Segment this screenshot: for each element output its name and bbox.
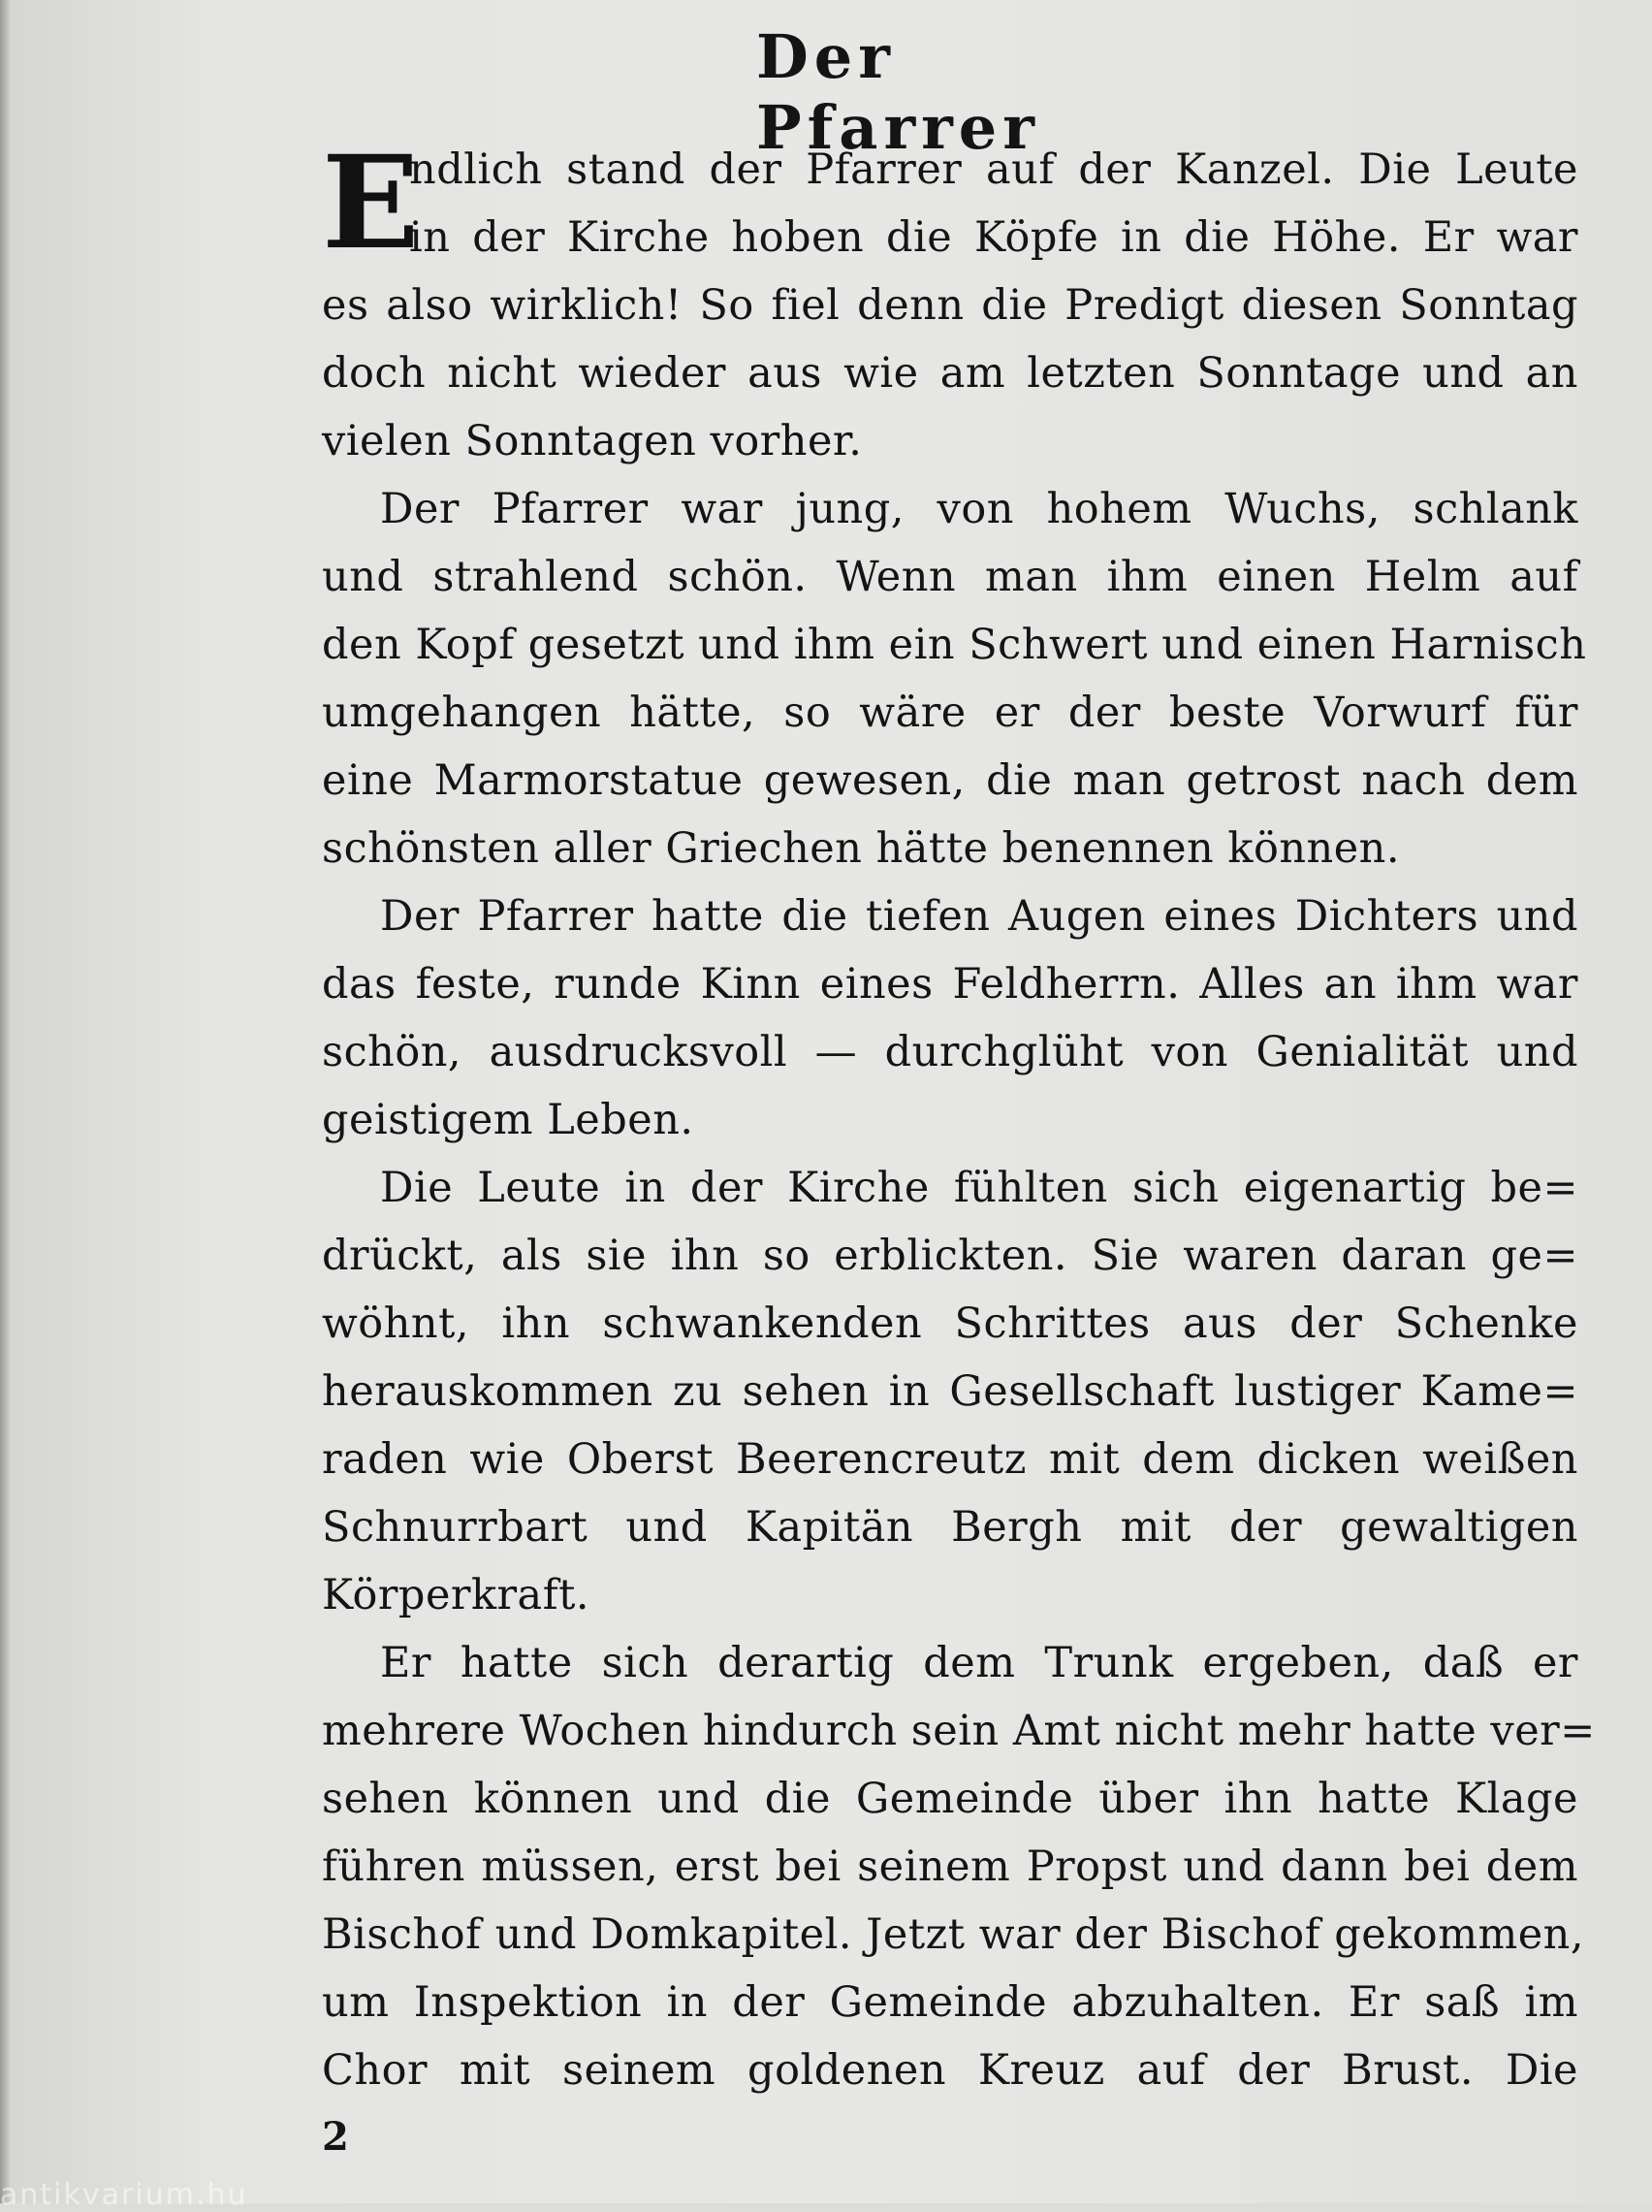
text-line: es also wirklich! So fiel denn die Predigt diesen Sonntag: [322, 281, 1578, 330]
chapter-title: Der Pfarrer: [756, 21, 1040, 163]
page-binding-edge: [0, 0, 10, 2203]
text-line: Der Pfarrer hatte die tiefen Augen eines Dichters und: [380, 892, 1578, 941]
text-line: vielen Sonntagen vorher.: [322, 417, 863, 465]
text-line: den Kopf gesetzt und ihm ein Schwert und einen Harnisch: [322, 621, 1587, 669]
text-line: sehen können und die Gemeinde über ihn hatte Klage: [322, 1775, 1578, 1823]
text-line: führen müssen, erst bei seinem Propst und dann bei dem: [322, 1843, 1578, 1891]
body-text: [322, 128, 1596, 2104]
text-line: eine Marmorstatue gewesen, die man getrost nach dem: [322, 756, 1578, 805]
page-number: 2: [322, 2114, 349, 2160]
text-line: schön, ausdrucksvoll — durchglüht von Genialität und: [322, 1028, 1578, 1076]
text-line: drückt, als sie ihn so erblickten. Sie waren daran ge=: [322, 1232, 1578, 1280]
text-line: Bischof und Domkapitel. Jetzt war der Bischof gekommen,: [322, 1910, 1585, 1959]
text-line: um Inspektion in der Gemeinde abzuhalten. Er saß im: [322, 1978, 1578, 2027]
text-line: das feste, runde Kinn eines Feldherrn. Alles an ihm war: [322, 960, 1578, 1009]
text-line: herauskommen zu sehen in Gesellschaft lustiger Kame=: [322, 1367, 1578, 1416]
text-line: Chor mit seinem goldenen Kreuz auf der Brust. Die: [322, 2046, 1578, 2095]
text-line: doch nicht wieder aus wie am letzten Sonntage und an: [322, 349, 1578, 398]
text-line: wöhnt, ihn schwankenden Schrittes aus der Schenke: [322, 1299, 1578, 1348]
text-line: Körperkraft.: [322, 1571, 590, 1619]
watermark-text: antikvarium.hu: [0, 2178, 248, 2212]
text-line: mehrere Wochen hindurch sein Amt nicht mehr hatte ver=: [322, 1707, 1596, 1755]
text-line: schönsten aller Griechen hätte benennen können.: [322, 824, 1401, 873]
text-line: Er hatte sich derartig dem Trunk ergeben, daß er: [380, 1639, 1578, 1687]
text-line: Schnurrbart und Kapitän Bergh mit der gewaltigen: [322, 1503, 1578, 1552]
text-line: raden wie Oberst Beerencreutz mit dem dicken weißen: [322, 1435, 1578, 1484]
text-line: ndlich stand der Pfarrer auf der Kanzel. Die Leute: [409, 145, 1578, 194]
text-line: und strahlend schön. Wenn man ihm einen Helm auf: [322, 553, 1578, 601]
text-line: in der Kirche hoben die Köpfe in die Höhe. Er war: [409, 213, 1578, 262]
text-line: Der Pfarrer war jung, von hohem Wuchs, schlank: [380, 485, 1578, 533]
text-line: Die Leute in der Kirche fühlten sich eigenartig be=: [380, 1164, 1578, 1212]
text-line: geistigem Leben.: [322, 1096, 694, 1144]
text-line: umgehangen hätte, so wäre er der beste Vorwurf für: [322, 689, 1578, 737]
drop-cap-initial: E: [322, 128, 420, 278]
